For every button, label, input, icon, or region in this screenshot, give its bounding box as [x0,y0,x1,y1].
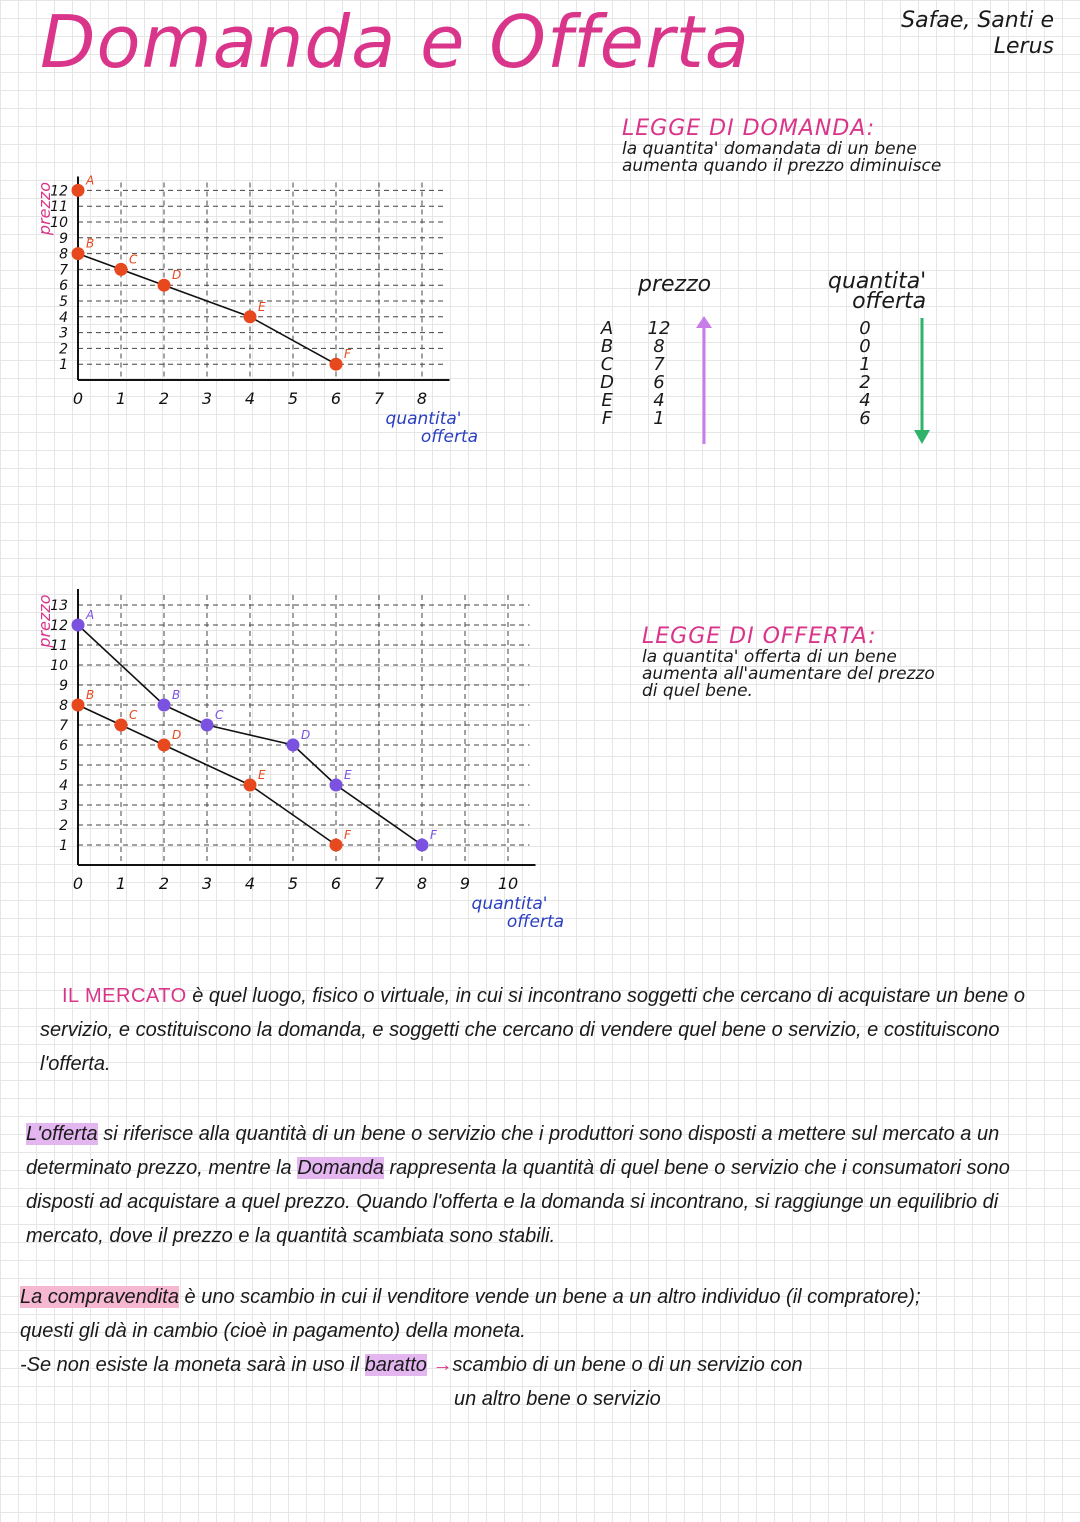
law-of-supply-line-2: aumenta all'aumentare del prezzo [642,664,935,684]
offer-line-2-b: rappresenta la quantità di quel bene o servizio che i consumatori sono [383,1157,1010,1179]
market-term: IL MERCATO [62,985,187,1007]
x-tick-2: 2 [158,874,170,893]
table-letter-0: A [600,318,614,339]
point-1-C [201,719,214,732]
point-0-C [115,263,128,276]
x-tick-1: 1 [115,874,127,893]
up-arrow-icon [692,316,716,446]
y-tick-9: 9 [59,678,68,694]
authors-line-2: Lerus [993,34,1054,59]
x-tick-8: 8 [416,874,428,893]
x-tick-7: 7 [373,389,385,408]
table-letter-2: C [600,354,614,375]
point-label-1-F: F [430,828,437,842]
point-label-1-E: E [344,768,352,782]
x-tick-6: 6 [330,389,342,408]
point-0-E [244,779,257,792]
point-0-D [158,739,171,752]
y-tick-5: 5 [59,758,68,774]
y-tick-2: 2 [59,818,68,834]
table-quantity-3: 2 [859,372,871,393]
offer-term: L'offerta [26,1123,98,1145]
y-tick-8: 8 [59,698,68,714]
supply-shift-chart [30,545,580,955]
table-quantity-5: 6 [859,408,871,429]
point-label-1-A: A [86,608,95,622]
sale-line-4: un altro bene o servizio [454,1388,661,1410]
sale-line-1 [20,1280,1060,1314]
table-quantities-column [854,320,876,428]
y-tick-1: 1 [59,357,68,374]
law-of-supply [642,624,1072,700]
offer-line-1 [26,1117,1056,1151]
demand-term: Domanda [297,1157,384,1179]
point-label-0-D: D [172,268,182,283]
point-label-0-B: B [86,688,95,702]
table-price-2: 7 [653,354,665,375]
point-1-F [416,839,429,852]
offer-line-4: mercato, dove il prezzo e la quantità scambiata sono stabili. [26,1225,556,1247]
law-of-supply-line-3: di quel bene. [642,681,753,701]
law-of-demand-line-1: la quantita' domandata di un bene [622,139,917,159]
point-label-0-B: B [86,236,95,251]
x-tick-3: 3 [201,389,213,408]
down-arrow-icon [910,316,934,446]
point-0-E [244,310,257,323]
x-tick-8: 8 [416,389,428,408]
x-tick-2: 2 [158,389,170,408]
x-tick-1: 1 [115,389,127,408]
page-title: Domanda e Offerta [40,0,750,84]
y-tick-5: 5 [59,294,68,310]
demand-chart [30,90,530,460]
table-letter-4: E [601,390,613,411]
x-tick-6: 6 [330,874,342,893]
law-of-demand-title: LEGGE DI DOMANDA: [622,116,876,141]
table-price-3: 6 [653,372,665,393]
market-paragraph [40,979,1060,1081]
barter-term: baratto [364,1354,427,1376]
table-price-4: 4 [653,390,665,411]
y-tick-7: 7 [59,718,68,734]
point-1-E [330,779,343,792]
market-line-1 [40,979,1060,1013]
table-quantity-2: 1 [859,354,871,375]
y-tick-9: 9 [59,230,68,247]
sale-line-3-a: -Se non esiste la moneta sarà in uso il [20,1354,365,1376]
x-tick-7: 7 [373,874,385,893]
sale-line-3 [20,1348,1060,1382]
point-0-F [330,358,343,371]
y-tick-3: 3 [59,325,68,342]
market-line-3: l'offerta. [40,1053,111,1075]
offer-line-2 [26,1151,1056,1185]
market-line-1-text: è quel luogo, fisico o virtuale, in cui si incontrano soggetti che cercano di acquistare un bene o [186,985,1025,1007]
point-0-B [72,699,85,712]
y-tick-10: 10 [50,215,68,231]
table-letter-1: B [600,336,614,357]
authors-line-1: Safae, Santi e [901,8,1054,33]
x-tick-3: 3 [201,874,213,893]
x-axis-label-2: offerta [506,912,565,932]
table-quantity-1: 0 [859,336,871,357]
law-of-demand-line-2: aumenta quando il prezzo diminuisce [622,156,942,176]
y-tick-4: 4 [59,309,68,326]
price-quantity-table [592,269,952,452]
sale-line-1-text: è uno scambio in cui il venditore vende un bene a un altro individuo (il compratore); [178,1286,921,1308]
point-label-0-E: E [258,768,266,782]
table-header-price: prezzo [638,272,712,297]
point-label-1-B: B [172,688,181,702]
point-label-0-E: E [258,299,266,314]
x-tick-5: 5 [287,389,299,408]
y-axis-label: prezzo [35,594,54,648]
offer-line-2-a: determinato prezzo, mentre la [26,1157,298,1179]
y-tick-1: 1 [59,838,68,854]
point-label-1-D: D [301,728,311,742]
point-label-0-C: C [129,252,138,267]
right-arrow-icon: → [432,1354,453,1376]
sale-line-2: questi gli dà in cambio (cioè in pagamento) della moneta. [20,1320,526,1342]
y-tick-10: 10 [50,658,68,674]
y-tick-2: 2 [59,341,68,358]
offer-line-1-text: si riferisce alla quantità di un bene o servizio che i produttori sono disposti a mettere sul mercato a un [97,1123,1000,1145]
sale-line-3-b: scambio di un bene o di un servizio con [452,1354,803,1376]
y-tick-4: 4 [59,778,68,794]
x-tick-9: 9 [459,874,471,893]
point-1-D [287,739,300,752]
table-letter-3: D [600,372,614,393]
x-axis-label-1: quantita' [385,409,462,429]
point-label-1-C: C [215,708,224,722]
x-tick-0: 0 [72,874,84,893]
y-tick-11: 11 [50,199,68,216]
y-tick-13: 13 [50,598,68,614]
point-0-F [330,839,343,852]
offer-demand-paragraph [26,1117,1056,1253]
table-prices-column [644,320,674,428]
point-label-0-D: D [172,728,182,742]
point-label-0-A: A [86,173,95,188]
law-of-demand [622,116,1042,175]
sale-term: La compravendita [20,1286,179,1308]
point-0-B [72,247,85,260]
point-label-0-C: C [129,708,138,722]
y-tick-3: 3 [59,798,68,814]
y-tick-6: 6 [59,278,68,295]
y-tick-8: 8 [59,246,68,263]
point-label-0-F: F [344,347,351,362]
point-label-0-F: F [344,828,351,842]
table-header-quantity-line-2: offerta [852,289,927,314]
x-tick-10: 10 [497,874,519,893]
point-1-B [158,699,171,712]
authors [901,8,1054,60]
y-tick-12: 12 [50,183,68,200]
table-price-1: 8 [653,336,665,357]
x-tick-0: 0 [72,389,84,408]
table-quantity-4: 4 [859,390,871,411]
x-axis-label-2: offerta [420,427,479,447]
y-tick-7: 7 [59,262,68,279]
point-0-C [115,719,128,732]
table-letters-column [596,320,618,428]
point-1-A [72,619,85,632]
table-header-quantity [828,269,927,314]
x-tick-5: 5 [287,874,299,893]
law-of-supply-title: LEGGE DI OFFERTA: [642,624,877,649]
point-0-A [72,184,85,197]
table-price-5: 1 [653,408,665,429]
market-line-2: servizio, e costituiscono la domanda, e soggetti che cercano di vendere quel bene o servizio, e costituiscono [40,1019,1000,1041]
sale-paragraph [20,1280,1060,1416]
law-of-supply-line-1: la quantita' offerta di un bene [642,647,897,667]
y-tick-6: 6 [59,738,68,754]
point-0-D [158,279,171,292]
table-letter-5: F [601,408,613,429]
y-tick-12: 12 [50,618,68,634]
offer-line-3: disposti ad acquistare a quel prezzo. Quando l'offerta e la domanda si incontrano, si raggiunge un equilibrio di [26,1191,999,1213]
table-price-0: 12 [647,318,671,339]
x-tick-4: 4 [244,389,256,408]
y-axis-label: prezzo [35,181,54,236]
x-tick-4: 4 [244,874,256,893]
table-header-quantity-line-1: quantita' [828,269,927,294]
x-axis-label-1: quantita' [471,894,548,914]
table-quantity-0: 0 [859,318,871,339]
y-tick-11: 11 [50,638,68,654]
